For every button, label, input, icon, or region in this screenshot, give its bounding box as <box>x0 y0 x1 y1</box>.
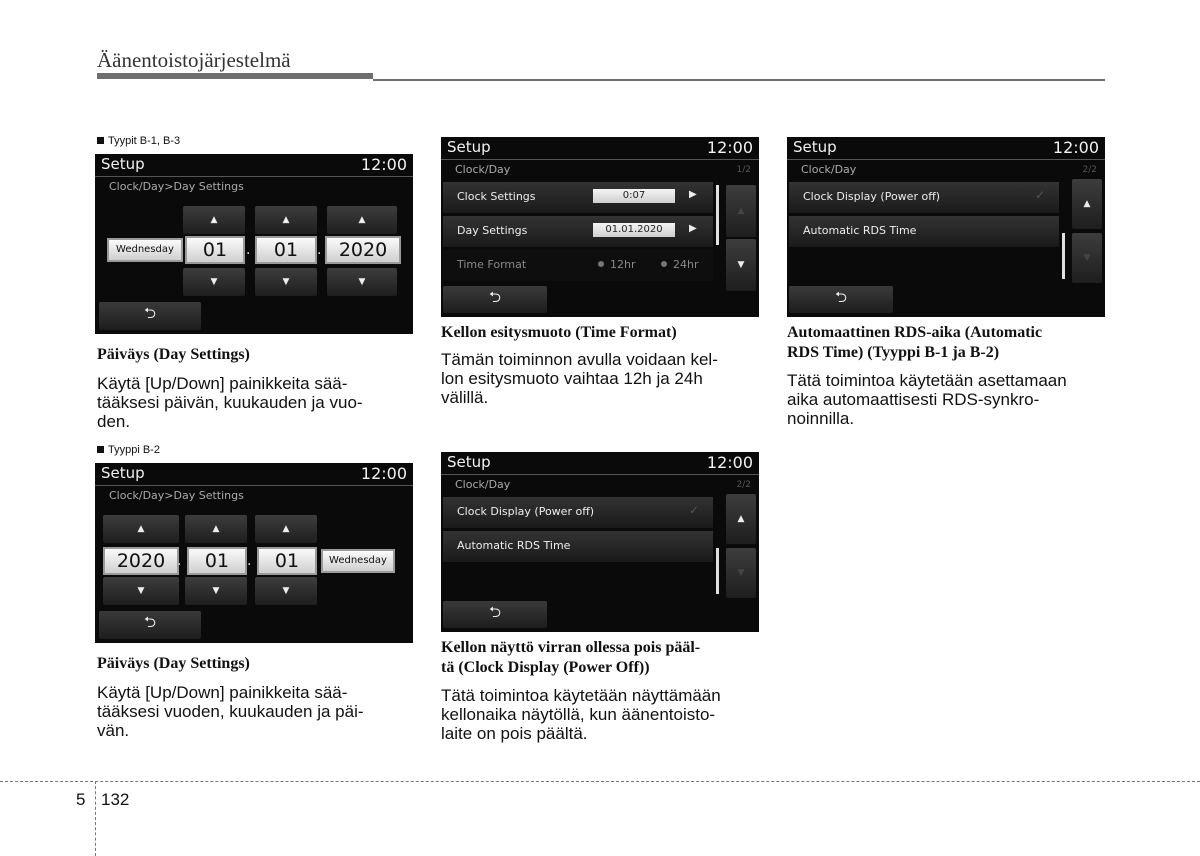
day-settings-label: Day Settings <box>457 224 528 237</box>
type-label-b1-b3: Tyypit B-1, B-3 <box>97 135 180 147</box>
back-arrow-icon: ⮌ <box>143 304 157 322</box>
triangle-up-icon: ▲ <box>282 215 290 225</box>
separator-dot: . <box>317 242 322 258</box>
check-icon: ✓ <box>1035 188 1046 202</box>
day-down-button[interactable] <box>183 268 245 296</box>
day-up-button[interactable] <box>183 206 245 234</box>
triangle-up-icon: ▲ <box>358 215 366 225</box>
back-arrow-icon: ⮌ <box>488 602 502 621</box>
triangle-up-icon: ▲ <box>210 215 218 225</box>
scroll-up-button[interactable] <box>726 494 756 544</box>
radio-icon <box>661 261 667 267</box>
paragraph-automatic-rds: Tätä toimintoa käytetään asettamaan aika automaattisesti RDS-synkro- noinnilla. <box>787 371 1067 428</box>
divider <box>441 474 759 475</box>
square-bullet-icon <box>97 137 104 144</box>
scroll-down-button[interactable] <box>1072 233 1102 283</box>
page-indicator: 1/2 <box>736 165 751 175</box>
paragraph-day-settings-b: Käytä [Up/Down] painikkeita sää- tääksesi vuoden, kuukauden ja päi- vän. <box>97 683 364 740</box>
scroll-up-button[interactable] <box>1072 179 1102 229</box>
page-indicator: 2/2 <box>736 480 751 490</box>
year-value: 2020 <box>325 236 401 264</box>
footer-divider <box>95 781 96 856</box>
weekday-display: Wednesday <box>107 238 183 262</box>
caption-automatic-rds: Automaattinen RDS-aika (Automatic RDS Time) (Tyyppi B-1 ja B-2) <box>787 324 1043 361</box>
paragraph-clock-display: Tätä toimintoa käytetään näyttämään kellonaika näytöllä, kun äänentoisto- laite on pois päältä. <box>441 686 721 743</box>
separator-dot: . <box>246 242 251 258</box>
type-label-b2: Tyyppi B-2 <box>97 444 160 456</box>
clock-time: 12:00 <box>360 155 407 174</box>
day-value: 01 <box>257 547 317 575</box>
day-up-button[interactable] <box>255 515 317 543</box>
screen-day-settings-b1 <box>95 154 413 334</box>
weekday-display: Wednesday <box>321 549 395 573</box>
year-up-button[interactable] <box>327 206 397 234</box>
clock-display-row[interactable] <box>789 182 1059 213</box>
scroll-up-button[interactable] <box>726 185 756 237</box>
scroll-down-button[interactable] <box>726 239 756 291</box>
back-arrow-icon: ⮌ <box>143 613 157 631</box>
back-button[interactable] <box>99 302 201 330</box>
clock-value-field: 0:07 <box>593 189 675 203</box>
paragraph-time-format: Tämän toiminnon avulla voidaan kel- lon esitysmuoto vaihtaa 12h ja 24h välillä. <box>441 350 718 407</box>
triangle-up-icon: ▲ <box>737 206 745 216</box>
caption-clock-display: Kellon näyttö virran ollessa pois pääl- tä (Clock Display (Power Off)) <box>441 639 701 676</box>
arrow-right-icon: ▶ <box>689 189 697 200</box>
chapter-number: 5 <box>76 790 86 809</box>
breadcrumb: Clock/Day>Day Settings <box>109 180 244 193</box>
option-12hr[interactable]: 12hr <box>598 258 636 271</box>
setup-title: Setup <box>101 155 145 173</box>
clock-display-row[interactable] <box>443 497 713 528</box>
month-value: 01 <box>255 236 317 264</box>
day-settings-row[interactable] <box>443 216 713 247</box>
divider <box>95 485 413 486</box>
page-number: 132 <box>101 790 130 809</box>
caption-day-settings-a: Päiväys (Day Settings) <box>97 346 250 363</box>
automatic-rds-row[interactable] <box>443 531 713 562</box>
day-value: 01 <box>185 236 245 264</box>
breadcrumb: Clock/Day <box>455 163 511 176</box>
caption-day-settings-b: Päiväys (Day Settings) <box>97 655 250 672</box>
triangle-up-icon: ▲ <box>737 514 745 524</box>
month-down-button[interactable] <box>255 268 317 296</box>
screen-day-settings-b2 <box>95 463 413 643</box>
scrollbar[interactable] <box>1062 233 1065 279</box>
day-down-button[interactable] <box>255 577 317 605</box>
header-rule <box>373 79 1105 81</box>
clock-time: 12:00 <box>706 138 753 157</box>
clock-time: 12:00 <box>706 453 753 472</box>
paragraph-day-settings-a: Käytä [Up/Down] painikkeita sää- tääksesi päivän, kuukauden ja vuo- den. <box>97 374 363 431</box>
time-format-label: Time Format <box>457 258 527 271</box>
separator-dot: . <box>177 553 182 569</box>
triangle-down-icon: ▼ <box>282 277 290 287</box>
back-arrow-icon: ⮌ <box>488 287 502 306</box>
caption-time-format: Kellon esitysmuoto (Time Format) <box>441 324 677 341</box>
month-down-button[interactable] <box>185 577 247 605</box>
clock-settings-row[interactable] <box>443 182 713 213</box>
screen-clock-day-page1 <box>441 137 759 317</box>
breadcrumb: Clock/Day <box>801 163 857 176</box>
triangle-down-icon: ▼ <box>358 277 366 287</box>
clock-time: 12:00 <box>1052 138 1099 157</box>
clock-time: 12:00 <box>360 464 407 483</box>
divider <box>95 176 413 177</box>
triangle-down-icon: ▼ <box>737 568 745 578</box>
year-down-button[interactable] <box>103 577 179 605</box>
setup-title: Setup <box>101 464 145 482</box>
triangle-down-icon: ▼ <box>137 586 145 596</box>
back-arrow-icon: ⮌ <box>834 287 848 306</box>
back-button[interactable] <box>789 286 893 313</box>
clock-display-label: Clock Display (Power off) <box>803 190 941 203</box>
option-24hr[interactable]: 24hr <box>661 258 699 271</box>
automatic-rds-label: Automatic RDS Time <box>803 224 917 237</box>
breadcrumb: Clock/Day <box>455 478 511 491</box>
scrollbar[interactable] <box>716 548 719 594</box>
year-up-button[interactable] <box>103 515 179 543</box>
triangle-up-icon: ▲ <box>137 524 145 534</box>
clock-settings-label: Clock Settings <box>457 190 536 203</box>
setup-title: Setup <box>793 138 837 156</box>
clock-display-label: Clock Display (Power off) <box>457 505 595 518</box>
back-button[interactable] <box>443 601 547 628</box>
breadcrumb: Clock/Day>Day Settings <box>109 489 244 502</box>
divider <box>441 159 759 160</box>
screen-clock-day-page2 <box>441 452 759 632</box>
triangle-down-icon: ▼ <box>210 277 218 287</box>
triangle-up-icon: ▲ <box>212 524 220 534</box>
year-down-button[interactable] <box>327 268 397 296</box>
check-icon: ✓ <box>689 503 700 517</box>
header-bar <box>97 73 373 79</box>
back-button[interactable] <box>99 611 201 639</box>
setup-title: Setup <box>447 453 491 471</box>
running-header: Äänentoistojärjestelmä <box>97 48 291 72</box>
divider <box>787 159 1105 160</box>
separator-dot: . <box>247 553 252 569</box>
month-up-button[interactable] <box>255 206 317 234</box>
page-indicator: 2/2 <box>1082 165 1097 175</box>
setup-title: Setup <box>447 138 491 156</box>
month-up-button[interactable] <box>185 515 247 543</box>
scroll-down-button[interactable] <box>726 548 756 598</box>
triangle-down-icon: ▼ <box>737 260 745 270</box>
scrollbar[interactable] <box>716 185 719 245</box>
footer-rule <box>0 781 1200 782</box>
year-value: 2020 <box>103 547 179 575</box>
triangle-up-icon: ▲ <box>282 524 290 534</box>
triangle-down-icon: ▼ <box>282 586 290 596</box>
automatic-rds-label: Automatic RDS Time <box>457 539 571 552</box>
month-value: 01 <box>187 547 247 575</box>
back-button[interactable] <box>443 286 547 313</box>
day-value-field: 01.01.2020 <box>593 223 675 237</box>
time-format-row[interactable] <box>443 250 713 281</box>
triangle-down-icon: ▼ <box>212 586 220 596</box>
screen-clock-day-page2-b <box>787 137 1105 317</box>
triangle-up-icon: ▲ <box>1083 199 1091 209</box>
triangle-down-icon: ▼ <box>1083 253 1091 263</box>
square-bullet-icon <box>97 446 104 453</box>
arrow-right-icon: ▶ <box>689 223 697 234</box>
radio-icon <box>598 261 604 267</box>
automatic-rds-row[interactable] <box>789 216 1059 247</box>
